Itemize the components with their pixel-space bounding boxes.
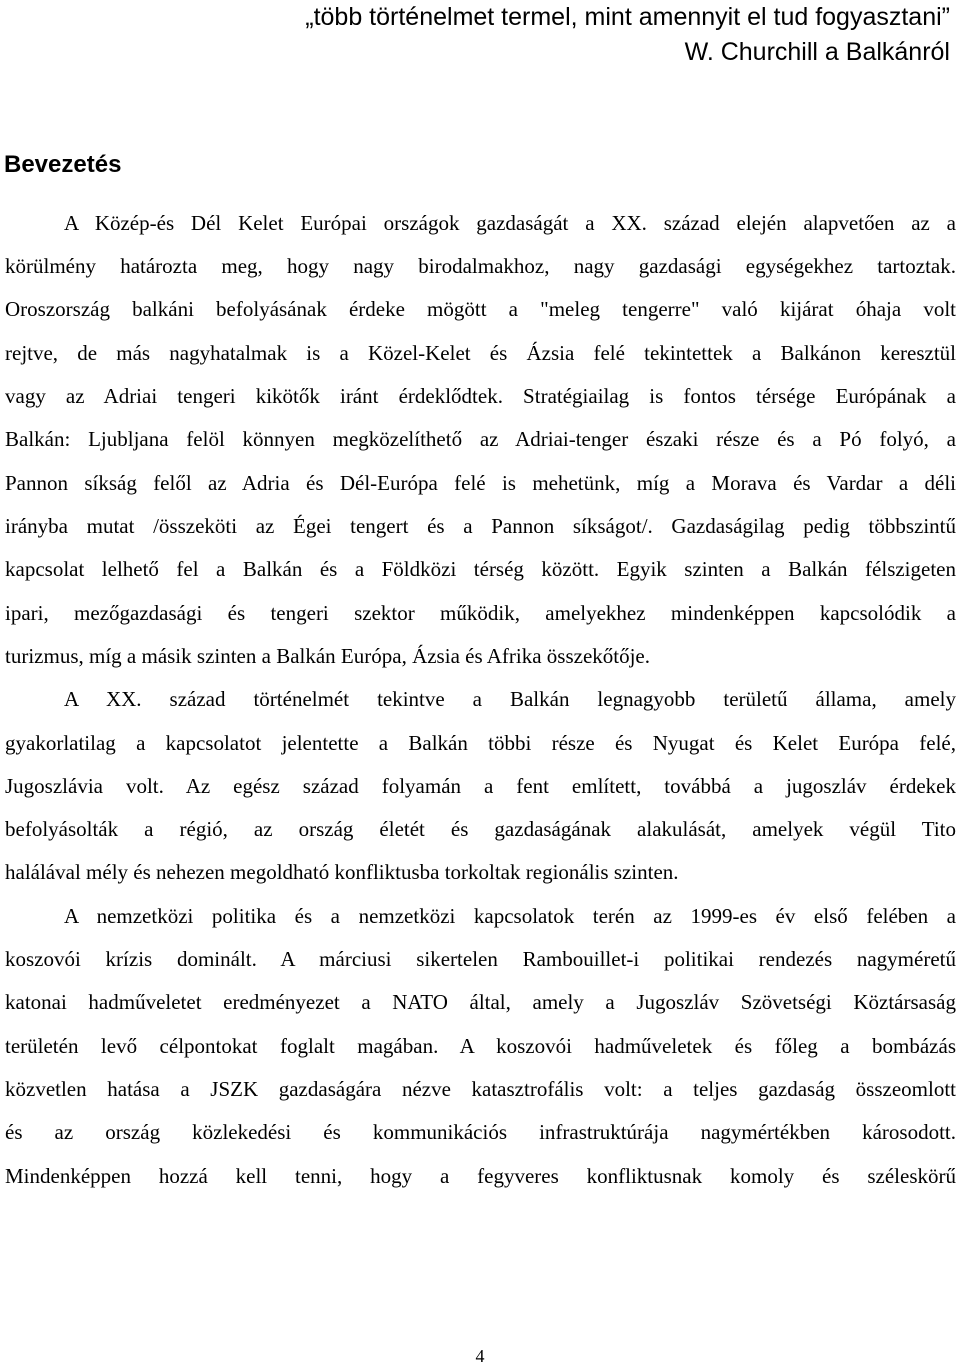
paragraph-line: koszovói krízis dominált. A márciusi sikertelen Rambouillet-i politikai rendezés nagyméretű <box>5 947 956 971</box>
paragraph-line: gyakorlatilag a kapcsolatot jelentette a Balkán többi része és Nyugat és Kelet Európa felé, <box>5 731 956 755</box>
paragraph-line: Oroszország balkáni befolyásának érdeke mögött a "meleg tengerre" való kijárat óhaja volt <box>5 297 956 321</box>
page-number: 4 <box>475 1346 485 1366</box>
epigraph-attribution: W. Churchill a Balkánról <box>684 38 950 66</box>
paragraph-line: területén levő célpontokat foglalt magában. A koszovói hadműveletek és főleg a bombázás <box>5 1034 956 1058</box>
paragraph-line: Balkán: Ljubljana felöl könnyen megközelíthető az Adriai-tenger északi része és a Pó folyó, a <box>5 427 956 451</box>
section-title: Bevezetés <box>4 151 122 178</box>
paragraph-line: közvetlen hatása a JSZK gazdaságára nézve katasztrofális volt: a teljes gazdaság összeomlott <box>5 1077 956 1101</box>
paragraph-line: befolyásolták a régió, az ország életét és gazdaságának alakulását, amelyek végül Tito <box>5 817 956 841</box>
paragraph-line: A Közép-és Dél Kelet Európai országok gazdaságát a XX. század elején alapvetően az a <box>64 211 956 235</box>
paragraph-line: kapcsolat lelhető fel a Balkán és a Földközi térség között. Egyik szinten a Balkán félszigeten <box>5 557 956 581</box>
paragraph-line: halálával mély és nehezen megoldható konfliktusba torkoltak regionális szinten. <box>5 860 679 884</box>
paragraph-line: és az ország közlekedési és kommunikációs infrastruktúrája nagymértékben károsodott. <box>5 1120 956 1144</box>
paragraph-line: ipari, mezőgazdasági és tengeri szektor működik, amelyekhez mindenképpen kapcsolódik a <box>5 601 956 625</box>
paragraph-line: turizmus, míg a másik szinten a Balkán Európa, Ázsia és Afrika összekőtője. <box>5 644 651 668</box>
paragraph-line: Pannon síkság felől az Adria és Dél-Európa felé is mehetünk, míg a Morava és Vardar a déli <box>5 471 956 495</box>
paragraph-line: A nemzetközi politika és a nemzetközi kapcsolatok terén az 1999-es év első felében a <box>64 904 956 928</box>
epigraph-quote: „több történelmet termel, mint amennyit el tud fogyasztani” <box>305 3 950 31</box>
epigraph <box>305 0 950 70</box>
paragraph-line: A XX. század történelmét tekintve a Balkán legnagyobb területű állama, amely <box>64 687 956 711</box>
paragraph-line: katonai hadműveletet eredményezet a NATO által, amely a Jugoszláv Szövetségi Köztársaság <box>5 990 956 1014</box>
paragraph-line: Jugoszlávia volt. Az egész század folyamán a fent említett, továbbá a jugoszláv érdekek <box>5 774 956 798</box>
paragraph-line: irányba mutat /összeköti az Égei tengert és a Pannon síkságot/. Gazdaságilag pedig többszintű <box>5 514 956 538</box>
paragraph-line: vagy az Adriai tengeri kikötők iránt érdeklődtek. Stratégiailag is fontos térsége Európának a <box>5 384 956 408</box>
paragraph-line: rejtve, de más nagyhatalmak is a Közel-Kelet és Ázsia felé tekintettek a Balkánon keresztül <box>5 341 956 365</box>
paragraph-line: Mindenképpen hozzá kell tenni, hogy a fegyveres konfliktusnak komoly és széleskörű <box>5 1164 956 1188</box>
paragraph-line: körülmény határozta meg, hogy nagy birodalmakhoz, nagy gazdasági egységekhez tartoztak. <box>5 254 956 278</box>
